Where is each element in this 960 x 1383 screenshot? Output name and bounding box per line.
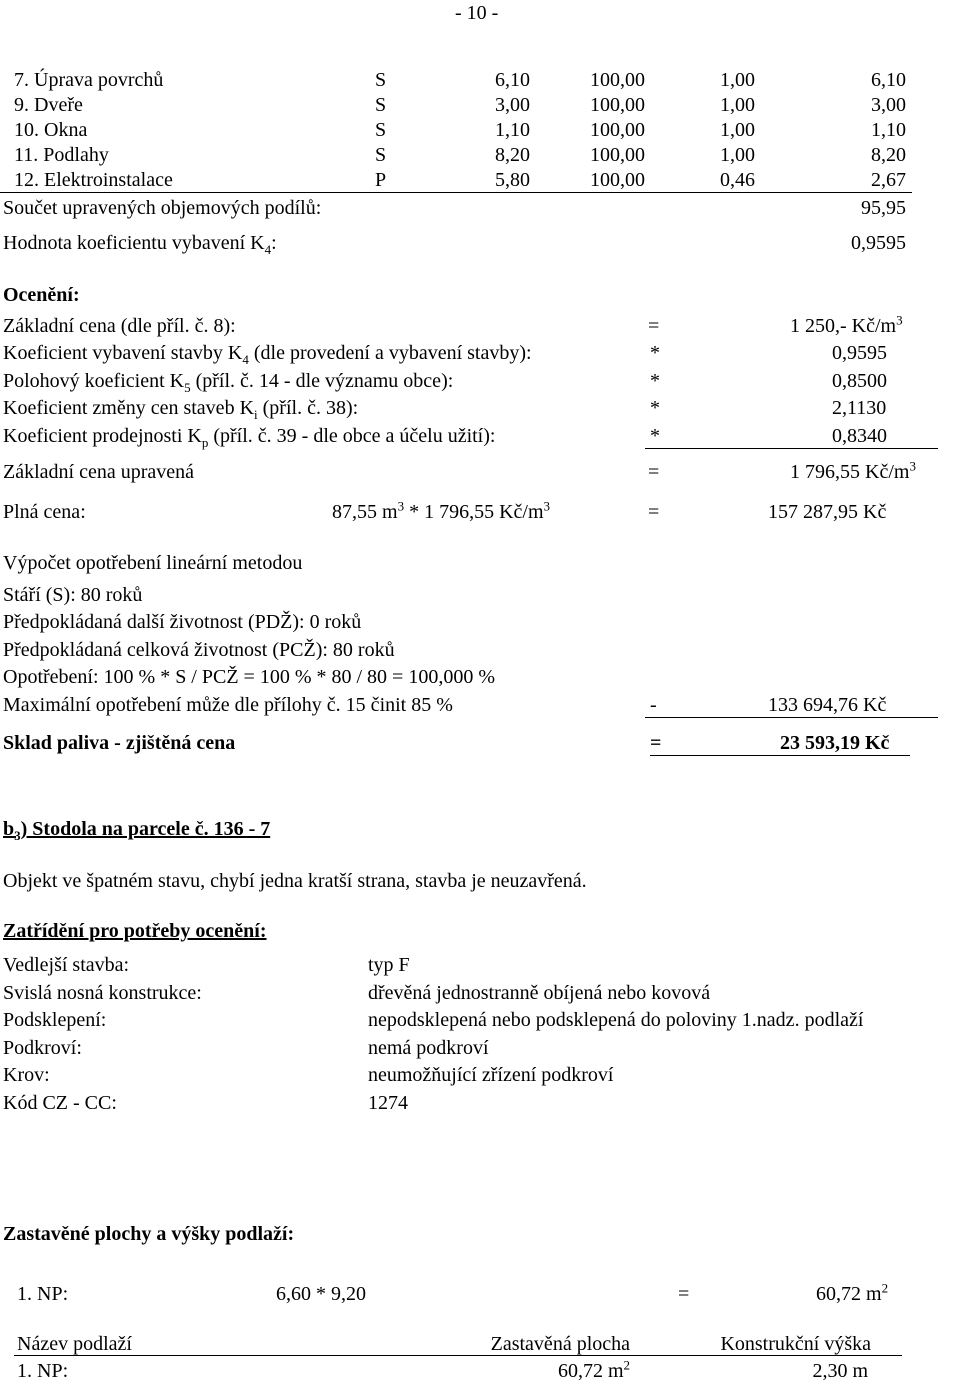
classification-label: Kód CZ - CC: [3, 1091, 117, 1114]
item-pct: 100,00 [590, 69, 645, 91]
item-result: 3,00 [871, 94, 906, 116]
item-pct: 100,00 [590, 169, 645, 191]
classification-value: neumožňující zřízení podkroví [368, 1064, 614, 1086]
full-price-op: = [648, 501, 660, 523]
classification-label: Vedlejší stavba: [3, 954, 130, 976]
item-type: S [375, 119, 387, 141]
divider [0, 192, 912, 193]
ki-coef-label: Koeficient změny cen staveb $K_i$ (příl. č. 38): [3, 397, 359, 422]
depreciation-max-label: Maximální opotřebení může dle přílohy č. 15 činit 85 % [3, 694, 453, 716]
item-coef: 1,00 [720, 144, 755, 166]
adjusted-price-op: = [648, 461, 660, 483]
areas-heading: Zastavěné plochy a výšky podlaží: [3, 1223, 295, 1245]
np-value: 60,72 $m^2$ [816, 1280, 889, 1305]
sum-value: 95,95 [861, 197, 906, 219]
item-name: 9. Dveře [14, 94, 83, 116]
kp-coef-value: 0,8340 [832, 425, 887, 447]
kp-coef-op: * [650, 425, 660, 447]
table-header-area: Zastavěná plocha [490, 1333, 630, 1355]
classification-value: nemá podkroví [368, 1036, 489, 1059]
item-result: 8,20 [871, 144, 906, 166]
result-value: 23 593,19 Kč [780, 732, 890, 754]
sum-label: Součet upravených objemových podílů: [3, 197, 322, 219]
item-name: 10. Okna [14, 119, 88, 141]
classification-heading: Zatřídění pro potřeby ocenění: [3, 920, 267, 942]
divider [645, 717, 938, 718]
divider [650, 755, 910, 756]
item-type: S [375, 69, 387, 91]
base-price-op: = [648, 315, 660, 337]
depreciation-wear: Opotřebení: 100 % * S / PCŽ = 100 % * 80 / 80 = 100,000 % [3, 666, 495, 688]
item-share: 6,10 [495, 69, 530, 91]
depreciation-max-op: - [650, 694, 657, 716]
item-pct: 100,00 [590, 94, 645, 116]
item-result: 6,10 [871, 69, 906, 91]
k4-coef-value: 0,9595 [832, 342, 887, 364]
item-share: 8,20 [495, 144, 530, 166]
item-result: 1,10 [871, 119, 906, 141]
ki-coef-op: * [650, 397, 660, 419]
item-name: 11. Podlahy [14, 144, 109, 166]
depreciation-age: Stáří (S): 80 roků [3, 584, 143, 606]
classification-label: Podkroví: [3, 1036, 82, 1059]
adjusted-price-value: 1 796,55 $Kč/m^3$ [790, 458, 916, 483]
item-name: 7. Úprava povrchů [14, 69, 164, 91]
item-coef: 1,00 [720, 69, 755, 91]
full-price-calc: 87,55 $m^3 * 1$ 796,55 $Kč/m^3$ [332, 498, 550, 523]
item-pct: 100,00 [590, 144, 645, 166]
classification-value: typ F [368, 954, 410, 976]
item-type: P [375, 169, 387, 191]
page-number: - 10 - [455, 2, 499, 24]
classification-value: dřevěná jednostranně obíjená nebo kovová [368, 981, 711, 1004]
k4-value: 0,9595 [851, 232, 906, 254]
section-description: Objekt ve špatném stavu, chybí jedna kratší strana, stavba je neuzavřená. [3, 870, 587, 892]
classification-value: 1274 [368, 1091, 408, 1114]
item-coef: 0,46 [720, 169, 755, 191]
divider [645, 448, 938, 449]
table-header-height: Konstrukční výška [720, 1333, 871, 1355]
ki-coef-value: 2,1130 [832, 397, 887, 419]
section-heading: $b_3$) Stodola na parcele č. 136 - 7 [3, 818, 271, 843]
kp-coef-label: Koeficient prodejnosti $K_p$ (příl. č. 39 - dle obce a účelu užití): [3, 425, 496, 450]
divider [14, 1355, 902, 1356]
classification-label: Krov: [3, 1064, 50, 1086]
depreciation-total: Předpokládaná celková životnost (PCŽ): 80 roků [3, 639, 395, 661]
valuation-heading: Ocenění: [3, 284, 80, 306]
item-share: 1,10 [495, 119, 530, 141]
k5-coef-value: 0,8500 [832, 370, 887, 392]
table-header-name: Název podlaží [17, 1333, 132, 1355]
full-price-value: 157 287,95 Kč [768, 501, 887, 523]
k4-coef-label: Koeficient vybavení stavby $K_4$ (dle provedení a vybavení stavby): [3, 342, 532, 367]
item-type: S [375, 144, 387, 166]
np-label: 1. NP: [17, 1283, 69, 1305]
item-coef: 1,00 [720, 94, 755, 116]
item-result: 2,67 [871, 169, 906, 191]
classification-value: nepodsklepená nebo podsklepená do poloviny 1.nadz. podlaží [368, 1009, 864, 1031]
depreciation-remaining: Předpokládaná další životnost (PDŽ): 0 roků [3, 611, 362, 633]
item-coef: 1,00 [720, 119, 755, 141]
np-op: = [678, 1283, 690, 1305]
item-share: 3,00 [495, 94, 530, 116]
base-price-value: 1 250,- $Kč/m^3$ [790, 312, 903, 337]
area-row-name: 1. NP: [17, 1360, 69, 1382]
depreciation-max-value: 133 694,76 Kč [768, 694, 887, 716]
full-price-label: Plná cena: [3, 501, 86, 523]
area-row-area: 60,72 $m^2$ [557, 1357, 630, 1382]
k5-coef-op: * [650, 370, 660, 392]
result-op: = [650, 732, 662, 754]
item-type: S [375, 94, 387, 116]
item-pct: 100,00 [590, 119, 645, 141]
k5-coef-label: Polohový koeficient $K_5$ (příl. č. 14 - dle významu obce): [3, 370, 454, 395]
item-name: 12. Elektroinstalace [14, 169, 173, 191]
classification-label: Svislá nosná konstrukce: [3, 981, 202, 1004]
adjusted-price-label: Základní cena upravená [3, 461, 195, 483]
base-price-label: Základní cena (dle příl. č. 8): [3, 315, 236, 337]
k4-coef-op: * [650, 342, 660, 364]
item-share: 5,80 [495, 169, 530, 191]
classification-label: Podsklepení: [3, 1009, 107, 1031]
np-calc: 6,60 * 9,20 [276, 1283, 366, 1305]
k4-label: Hodnota koeficientu vybavení $K_4$: [3, 232, 277, 257]
area-row-height: 2,30 m [812, 1360, 868, 1382]
depreciation-title: Výpočet opotřebení lineární metodou [3, 552, 303, 574]
result-label: Sklad paliva - zjištěná cena [3, 732, 236, 754]
